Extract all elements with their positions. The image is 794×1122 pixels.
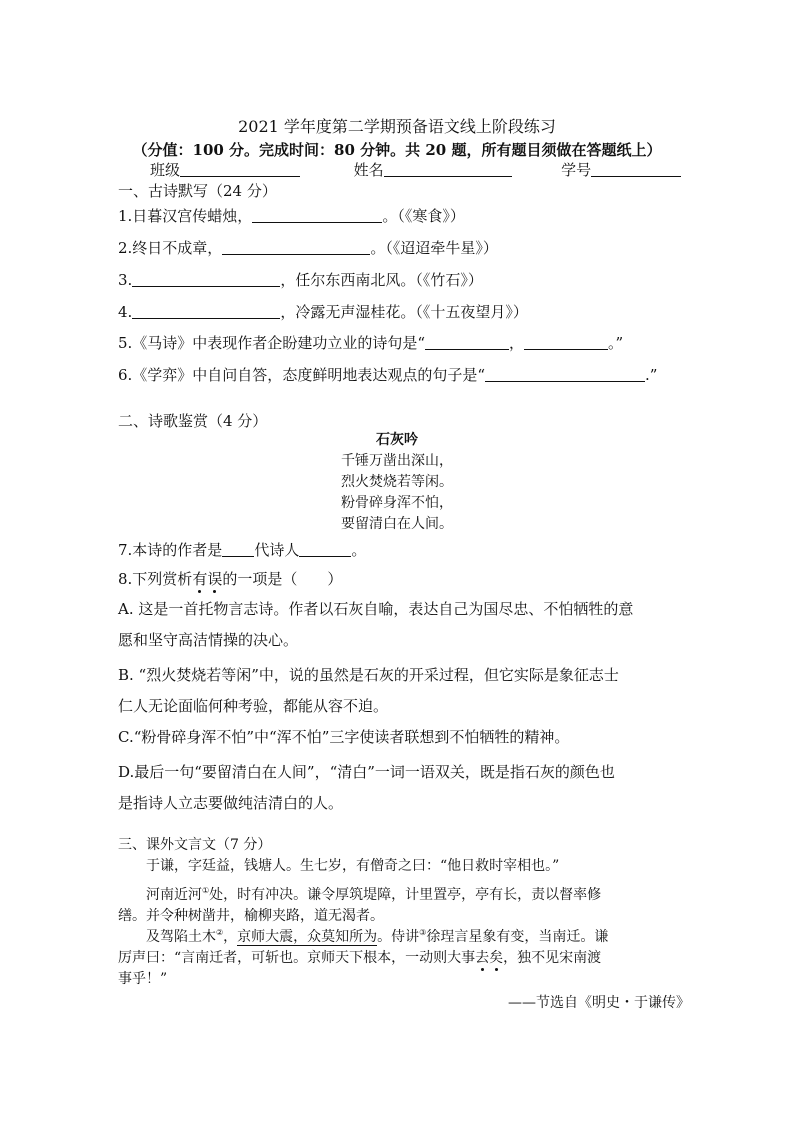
q5-blank-1[interactable]	[425, 334, 509, 350]
poem-title: 石灰吟	[376, 432, 418, 448]
section1-heading: 一、古诗默写（24 分）	[118, 182, 277, 200]
q7-blank-1[interactable]	[222, 541, 254, 557]
student-info-row	[150, 160, 681, 180]
option-c[interactable]: C.“粉骨碎身浑不怕”中“浑不怕”三字使读者联想到不怕牺牲的精神。	[118, 728, 570, 746]
question-2: 2.终日不成章， 。（《迢迢牵牛星》）	[118, 239, 498, 257]
option-b[interactable]: B. “烈火焚烧若等闲”中，说的虽然是石灰的开采过程，但它实际是象征志士 仁人无论面临何种考验，都能从容不迫。	[118, 666, 619, 715]
passage-source: ——节选自《明史・于谦传》	[508, 995, 690, 1011]
name-blank[interactable]	[384, 161, 512, 177]
question-5: 5.《马诗》中表现作者企盼建功立业的诗句是“ ， 。”	[118, 334, 624, 352]
poem-line-1: 千锤万凿出深山，	[341, 453, 453, 469]
passage-paragraph-2: 河南近河①处，时有冲决。谦令厚筑堤障，计里置亭，亭有长，责以督率修 缮。并令种树凿井，榆柳夹路，道无渴者。	[118, 886, 602, 924]
q7-blank-2[interactable]	[299, 541, 351, 557]
question-4: 4. ，冷露无声湿桂花。（《十五夜望月》）	[118, 303, 528, 321]
passage-paragraph-3: 及驾陷土木②，京师大震，众莫知所为。侍讲③徐珵言星象有变，当南迁。谦 厉声曰：“言南迁者，可斩也。京师天下根本，一动则大事去矣，独不见宋南渡 事乎！”	[118, 928, 609, 987]
q6-blank[interactable]	[485, 366, 645, 382]
question-6: 6.《学弈》中自问自答，态度鲜明地表达观点的句子是“ .”	[118, 366, 658, 384]
underlined-sentence: 京师大震，众莫知所为	[237, 929, 378, 945]
exam-subtitle: （分值：100 分。完成时间：80 分钟。共 20 题，所有题目须做在答题纸上）	[132, 141, 662, 159]
q3-blank[interactable]	[132, 271, 280, 287]
question-8: 8.下列赏析有误的一项是（ ）	[118, 570, 343, 588]
id-blank[interactable]	[591, 161, 681, 177]
question-1: 1.日暮汉宫传蜡烛， 。（《寒食》）	[118, 207, 465, 225]
passage-paragraph-1: 于谦，字廷益，钱塘人。生七岁，有僧奇之曰：“他日救时宰相也。”	[146, 858, 560, 874]
poem-line-2: 烈火焚烧若等闲。	[341, 474, 453, 490]
q5-blank-2[interactable]	[524, 334, 608, 350]
question-7: 7.本诗的作者是 代诗人 。	[118, 541, 367, 559]
exam-title: 2021 学年度第二学期预备语文线上阶段练习	[238, 117, 556, 136]
class-label: 班级	[150, 161, 181, 179]
option-a[interactable]: A. 这是一首托物言志诗。作者以石灰自喻，表达自己为国尽忠、不怕牺牲的意 愿和坚守高洁情操的决心。	[118, 600, 634, 649]
id-label: 学号	[561, 161, 592, 179]
poem-line-4: 要留清白在人间。	[341, 516, 453, 532]
poem-line-3: 粉骨碎身浑不怕，	[341, 495, 453, 511]
q2-blank[interactable]	[222, 239, 370, 255]
q1-blank[interactable]	[252, 207, 382, 223]
section2-heading: 二、诗歌鉴赏（4 分）	[118, 412, 268, 430]
section3-heading: 三、课外文言文（7 分）	[118, 837, 272, 853]
class-blank[interactable]	[180, 161, 300, 177]
name-label: 姓名	[353, 161, 384, 179]
option-d[interactable]: D.最后一句“要留清白在人间”，“清白”一词一语双关，既是指石灰的颜色也 是指诗人立志要做纯洁清白的人。	[118, 763, 615, 812]
question-3: 3. ，任尔东西南北风。（《竹石》）	[118, 271, 483, 289]
q4-blank[interactable]	[132, 303, 280, 319]
